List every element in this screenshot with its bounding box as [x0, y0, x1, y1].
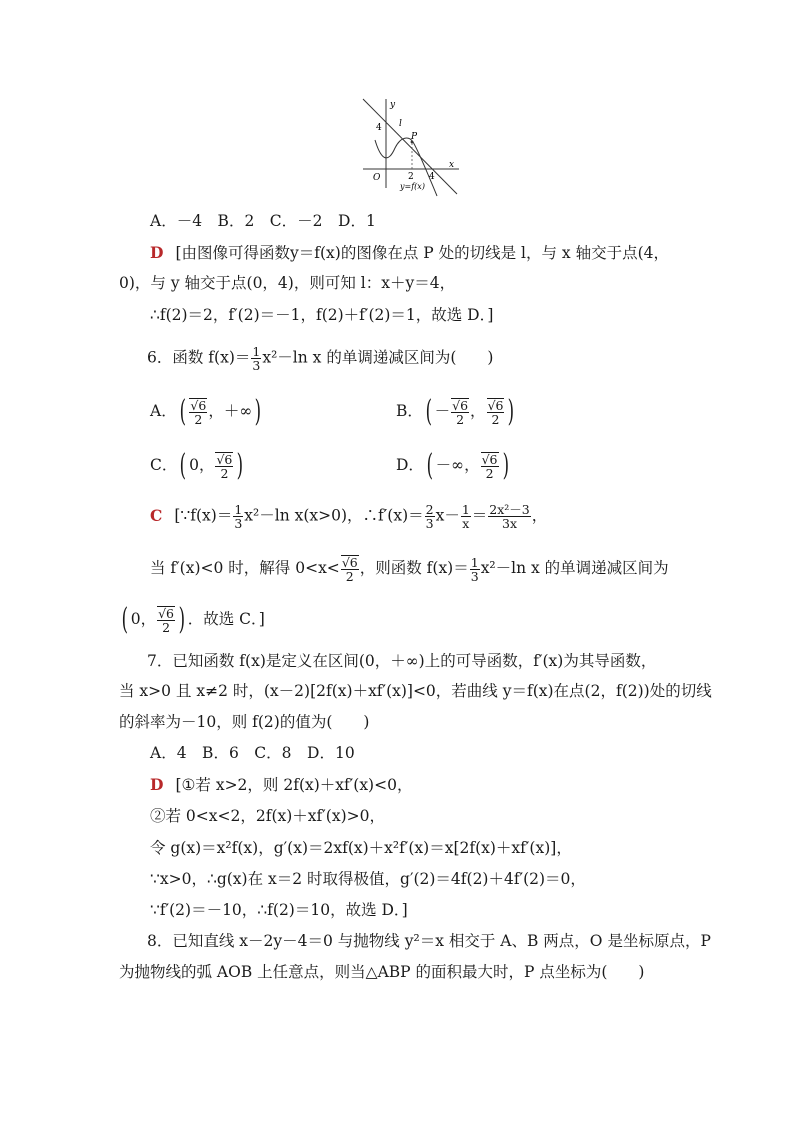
- y-axis-label: y: [390, 100, 396, 110]
- q7-solution-line3: 令 g(x)＝x²f(x)，g′(x)＝2xf(x)＋x²f′(x)＝x[2f(x)＋xf′(x)]，: [150, 839, 572, 857]
- q5-solution-line2: 0)，与 y 轴交于点(0，4)，则可知 l：x＋y＝4，: [119, 274, 456, 292]
- q7-answer-letter: D: [150, 775, 164, 794]
- q7-options: A．4 B．6 C．8 D．10: [150, 744, 355, 762]
- tangent-label: l: [399, 119, 402, 129]
- q7-stem-line3: 的斜率为－10，则 f(2)的值为( ): [119, 713, 370, 731]
- q5-solution-line3: ∴f(2)＝2，f′(2)＝－1，f(2)＋f′(2)＝1，故选 D．]: [150, 306, 494, 324]
- q8-stem-line1: 8．已知直线 x－2y－4＝0 与抛物线 y²＝x 相交于 A、B 两点，O 是坐标原点，P: [147, 932, 711, 950]
- function-graph-figure: [355, 96, 465, 200]
- tick-label-y4: 4: [376, 123, 382, 133]
- q5-answer-letter: D: [150, 243, 164, 262]
- tick-label-x4: 4: [429, 172, 435, 182]
- q6-solution-line1: C [∵f(x)＝ $\frac{1}{3}$ x²－ln x(x>0)，∴f′(x)＝ $\frac{2}{3}$ x－ $\frac{1}{x}$ ＝ $\frac{\text{2x²－3}}{3x}$ ，: [150, 502, 548, 531]
- q7-stem-line2: 当 x>0 且 x≠2 时，(x－2)[2f(x)＋xf′(x)]<0，若曲线 y＝f(x)在点(2，f(2))处的切线: [119, 682, 712, 700]
- origin-label: O: [373, 173, 381, 183]
- q5-options: A．－4 B．2 C．－2 D．1: [150, 212, 376, 230]
- q6-stem: [147, 345, 493, 372]
- q6-option-a: A．( $\frac{√6}{2}$ ，＋∞): [150, 394, 262, 429]
- q6-option-d: D．( －∞， $\frac{√6}{2}$ ): [396, 448, 509, 483]
- q7-solution-line2: ②若 0<x<2，2f(x)＋xf′(x)>0，: [150, 807, 385, 825]
- curve-label: y=f(x): [400, 182, 425, 191]
- x-axis-label: x: [449, 160, 455, 170]
- q6-stem-part-b: x²－ln x 的单调递减区间为( ): [262, 348, 494, 367]
- q5-solution-line1: [150, 243, 669, 263]
- q6-solution-line3: ( 0， $\frac{√6}{2}$ ) ．故选 C．]: [121, 602, 265, 637]
- fraction-one-third: $\frac{1}{3}$: [252, 344, 261, 373]
- q6-solution-line2: 当 f′(x)<0 时，解得 0<x< $\frac{√6}{2}$ ，则函数 f(x)＝ $\frac{1}{3}$ x²－ln x 的单调递减区间为: [150, 554, 669, 584]
- q5-solution-text1: [由图像可得函数y＝f(x)的图像在点 P 处的切线是 l，与 x 轴交于点(4，: [175, 244, 670, 262]
- q7-stem-line1: 7．已知函数 f(x)是定义在区间(0，＋∞)上的可导函数，f′(x)为其导函数，: [147, 652, 657, 670]
- tick-label-x2: 2: [408, 172, 414, 182]
- q6-answer-letter: C: [150, 505, 163, 525]
- q8-stem-line2: 为抛物线的弧 AOB 上任意点，则当△ABP 的面积最大时，P 点坐标为( ): [119, 963, 645, 981]
- point-label: P: [411, 132, 418, 142]
- q6-option-b: B．( － $\frac{√6}{2}$ ， $\frac{√6}{2}$ ): [396, 394, 515, 429]
- q7-solution-line1: D [①若 x>2，则 2f(x)＋xf′(x)<0，: [150, 775, 413, 794]
- q6-stem-part-a: 6．函数 f(x)＝: [147, 348, 251, 367]
- q7-solution-line5: ∵f′(2)＝－10，∴f(2)＝10，故选 D．]: [150, 901, 408, 919]
- q6-option-c: C．( 0， $\frac{√6}{2}$ ): [150, 448, 244, 483]
- q7-solution-line4: ∵x>0，∴g(x)在 x＝2 时取得极值，g′(2)＝4f(2)＋4f′(2)＝0，: [150, 870, 586, 888]
